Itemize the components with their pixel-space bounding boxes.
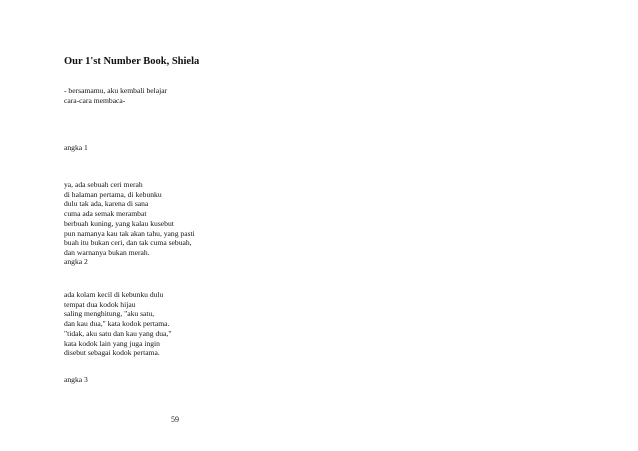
poem-line: cuma ada semak merambat [64,209,147,219]
document-title: Our 1'st Number Book, Shiela [64,56,200,67]
intro-paragraph [64,86,167,105]
page-number: 59 [171,415,179,424]
poem-line: "tidak, aku satu dan kau yang dua," [64,328,172,338]
poem-line: tempat dua kodok hijau [64,299,136,309]
poem-line: pun namanya kau tak akan tahu, yang pasti [64,228,195,238]
poem-line: saling menghitung, "aku satu, [64,309,155,319]
poem-line: disebut sebagai kodok pertama. [64,348,160,358]
intro-line: cara-cara membaca- [64,95,126,105]
poem-stanza-1 [64,180,195,258]
poem-line: ada kolam kecil di kebunku dulu [64,290,164,299]
intro-line: - bersamamu, aku kembali belajar [64,86,168,95]
section-heading-angka-1: angka 1 [64,143,88,152]
poem-line: di halaman pertama, di kebunku [64,189,162,199]
poem-line: dulu tak ada, karena di sana [64,199,149,209]
poem-line: dan warnanya bukan merah. [64,247,150,257]
poem-line: dan kau dua," kata kodok pertama. [64,319,170,329]
poem-line: buah itu bukan ceri, dan tak cuma sebuah, [64,238,192,248]
poem-line: berbuah kuning, yang kalau kusebut [64,218,174,228]
section-heading-angka-3: angka 3 [64,375,88,384]
poem-line: ya, ada sebuah ceri merah [64,180,143,189]
section-heading-angka-2: angka 2 [64,257,88,266]
poem-stanza-2 [64,290,171,358]
poem-line: kata kodok lain yang juga ingin [64,338,160,348]
